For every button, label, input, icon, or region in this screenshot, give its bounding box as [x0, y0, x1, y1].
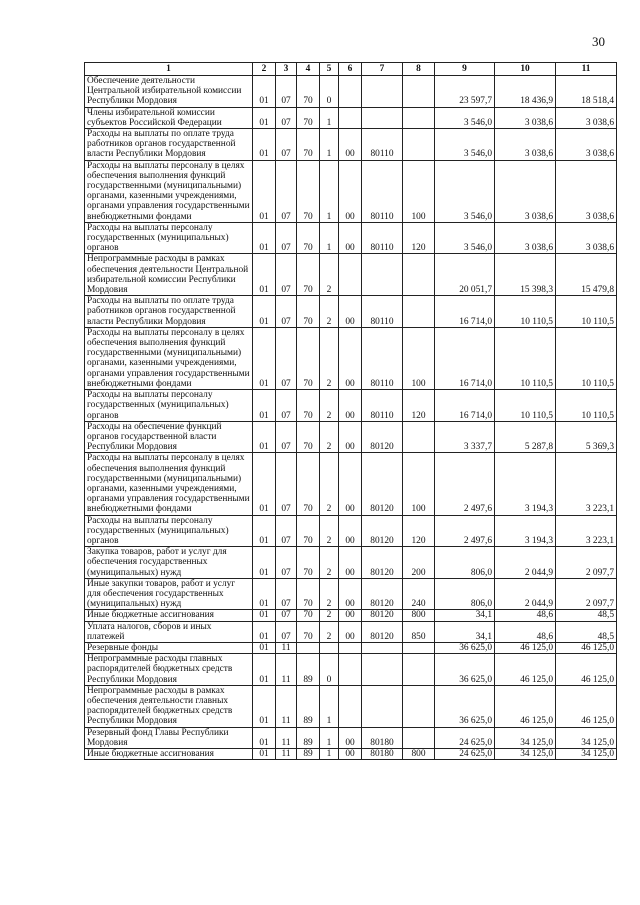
- activity-code: 00: [339, 327, 362, 389]
- program-code: 70: [297, 547, 320, 579]
- amount-col-10: 46 125,0: [495, 654, 556, 686]
- expense-type-code: [403, 254, 435, 296]
- amount-col-9: 36 625,0: [435, 642, 495, 653]
- row-name: Расходы на выплаты по оплате труда работников органов государственной власти Республики Мордовия: [85, 129, 253, 161]
- expense-type-code: 100: [403, 453, 435, 515]
- subsection-code: 11: [276, 727, 297, 748]
- activity-code: [339, 76, 362, 108]
- amount-col-9: 16 714,0: [435, 296, 495, 328]
- subsection-code: 07: [276, 621, 297, 642]
- subsection-code: 07: [276, 222, 297, 254]
- table-body: [85, 76, 617, 760]
- table-row: [85, 642, 617, 653]
- section-code: 01: [253, 515, 276, 547]
- subsection-code: 11: [276, 749, 297, 760]
- subsection-code: 07: [276, 421, 297, 453]
- column-header-8: 8: [403, 63, 435, 76]
- subprogram-code: 1: [320, 727, 339, 748]
- subprogram-code: 1: [320, 685, 339, 727]
- amount-col-11: 48,5: [556, 621, 617, 642]
- expense-type-code: 850: [403, 621, 435, 642]
- amount-col-10: 10 110,5: [495, 390, 556, 422]
- amount-col-11: 2 097,7: [556, 578, 617, 610]
- amount-col-10: 3 194,3: [495, 515, 556, 547]
- section-code: 01: [253, 642, 276, 653]
- activity-code: [339, 642, 362, 653]
- amount-col-9: 24 625,0: [435, 749, 495, 760]
- subsection-code: 07: [276, 76, 297, 108]
- row-name: Резервный фонд Главы Республики Мордовия: [85, 727, 253, 748]
- direction-code: 80110: [362, 160, 403, 222]
- amount-col-11: 3 038,6: [556, 222, 617, 254]
- column-header-2: 2: [253, 63, 276, 76]
- expense-type-code: 200: [403, 547, 435, 579]
- amount-col-11: 2 097,7: [556, 547, 617, 579]
- activity-code: 00: [339, 390, 362, 422]
- section-code: 01: [253, 254, 276, 296]
- subsection-code: 07: [276, 254, 297, 296]
- amount-col-9: 806,0: [435, 578, 495, 610]
- direction-code: [362, 254, 403, 296]
- program-code: 70: [297, 621, 320, 642]
- table-row: [85, 390, 617, 422]
- amount-col-9: 3 546,0: [435, 129, 495, 161]
- expense-type-code: [403, 421, 435, 453]
- expense-type-code: 120: [403, 515, 435, 547]
- subprogram-code: 1: [320, 129, 339, 161]
- section-code: 01: [253, 654, 276, 686]
- table-row: [85, 421, 617, 453]
- program-code: 70: [297, 76, 320, 108]
- amount-col-11: 10 110,5: [556, 390, 617, 422]
- direction-code: 80120: [362, 621, 403, 642]
- amount-col-10: 48,6: [495, 621, 556, 642]
- direction-code: [362, 76, 403, 108]
- activity-code: 00: [339, 621, 362, 642]
- amount-col-9: 16 714,0: [435, 390, 495, 422]
- section-code: 01: [253, 421, 276, 453]
- table-row: [85, 621, 617, 642]
- row-name: Расходы на выплаты персоналу государственных (муниципальных) органов: [85, 222, 253, 254]
- row-name: Закупка товаров, работ и услуг для обеспечения государственных (муниципальных) нужд: [85, 547, 253, 579]
- column-header-11: 11: [556, 63, 617, 76]
- amount-col-11: 46 125,0: [556, 654, 617, 686]
- row-name: Расходы на выплаты персоналу в целях обеспечения выполнения функций государственными (муниципальными) органами, казенными учреждениями, органами управления государственными внебюджетными фондами: [85, 160, 253, 222]
- program-code: 70: [297, 296, 320, 328]
- amount-col-9: 16 714,0: [435, 327, 495, 389]
- subprogram-code: 1: [320, 107, 339, 128]
- row-name: Непрограммные расходы главных распорядителей бюджетных средств Республики Мордовия: [85, 654, 253, 686]
- activity-code: 00: [339, 727, 362, 748]
- activity-code: 00: [339, 296, 362, 328]
- subsection-code: 11: [276, 685, 297, 727]
- amount-col-9: 34,1: [435, 621, 495, 642]
- amount-col-11: 3 223,1: [556, 515, 617, 547]
- row-name: Иные закупки товаров, работ и услуг для обеспечения государственных (муниципальных) нужд: [85, 578, 253, 610]
- activity-code: 00: [339, 453, 362, 515]
- amount-col-11: 46 125,0: [556, 685, 617, 727]
- program-code: 70: [297, 254, 320, 296]
- subsection-code: 07: [276, 327, 297, 389]
- amount-col-9: 23 597,7: [435, 76, 495, 108]
- expense-type-code: [403, 654, 435, 686]
- expense-type-code: [403, 129, 435, 161]
- amount-col-10: 10 110,5: [495, 327, 556, 389]
- subprogram-code: 2: [320, 327, 339, 389]
- program-code: 70: [297, 107, 320, 128]
- section-code: 01: [253, 222, 276, 254]
- expense-type-code: [403, 107, 435, 128]
- amount-col-10: 10 110,5: [495, 296, 556, 328]
- amount-col-11: 3 038,6: [556, 160, 617, 222]
- program-code: 70: [297, 610, 320, 621]
- amount-col-11: 3 223,1: [556, 453, 617, 515]
- subprogram-code: 2: [320, 621, 339, 642]
- row-name: Расходы на выплаты персоналу государственных (муниципальных) органов: [85, 390, 253, 422]
- direction-code: 80180: [362, 727, 403, 748]
- subprogram-code: 1: [320, 222, 339, 254]
- direction-code: [362, 642, 403, 653]
- program-code: 89: [297, 654, 320, 686]
- subprogram-code: 2: [320, 547, 339, 579]
- direction-code: [362, 685, 403, 727]
- row-name: Расходы на обеспечение функций органов государственной власти Республики Мордовия: [85, 421, 253, 453]
- table-row: [85, 685, 617, 727]
- amount-col-9: 3 337,7: [435, 421, 495, 453]
- direction-code: 80110: [362, 296, 403, 328]
- expense-type-code: 120: [403, 222, 435, 254]
- subprogram-code: 2: [320, 296, 339, 328]
- table-row: [85, 749, 617, 760]
- amount-col-9: 36 625,0: [435, 654, 495, 686]
- program-code: 89: [297, 727, 320, 748]
- amount-col-11: 10 110,5: [556, 296, 617, 328]
- subprogram-code: 1: [320, 160, 339, 222]
- direction-code: 80110: [362, 327, 403, 389]
- expense-type-code: 240: [403, 578, 435, 610]
- column-header-4: 4: [297, 63, 320, 76]
- activity-code: 00: [339, 547, 362, 579]
- direction-code: 80120: [362, 610, 403, 621]
- subprogram-code: 2: [320, 453, 339, 515]
- amount-col-10: 46 125,0: [495, 685, 556, 727]
- column-header-10: 10: [495, 63, 556, 76]
- row-name: Расходы на выплаты персоналу в целях обеспечения выполнения функций государственными (муниципальными) органами, казенными учреждениями, органами управления государственными внебюджетными фондами: [85, 327, 253, 389]
- direction-code: 80120: [362, 547, 403, 579]
- amount-col-10: 5 287,8: [495, 421, 556, 453]
- amount-col-11: 34 125,0: [556, 727, 617, 748]
- activity-code: [339, 107, 362, 128]
- amount-col-10: 2 044,9: [495, 547, 556, 579]
- table-row: [85, 296, 617, 328]
- section-code: 01: [253, 107, 276, 128]
- expense-type-code: [403, 642, 435, 653]
- amount-col-10: 2 044,9: [495, 578, 556, 610]
- amount-col-9: 806,0: [435, 547, 495, 579]
- amount-col-11: 18 518,4: [556, 76, 617, 108]
- row-name: Уплата налогов, сборов и иных платежей: [85, 621, 253, 642]
- direction-code: 80120: [362, 578, 403, 610]
- row-name: Иные бюджетные ассигнования: [85, 610, 253, 621]
- column-header-6: 6: [339, 63, 362, 76]
- program-code: 70: [297, 453, 320, 515]
- amount-col-10: 34 125,0: [495, 727, 556, 748]
- amount-col-11: 3 038,6: [556, 107, 617, 128]
- section-code: 01: [253, 685, 276, 727]
- row-name: Непрограммные расходы в рамках обеспечения деятельности Центральной избирательной комиссии Республики Мордовия: [85, 254, 253, 296]
- activity-code: 00: [339, 129, 362, 161]
- amount-col-10: 3 038,6: [495, 222, 556, 254]
- activity-code: 00: [339, 222, 362, 254]
- section-code: 01: [253, 390, 276, 422]
- table-row: [85, 160, 617, 222]
- table-row: [85, 727, 617, 748]
- row-name: Члены избирательной комиссии субъектов Российской Федерации: [85, 107, 253, 128]
- table-row: [85, 610, 617, 621]
- expense-type-code: 120: [403, 390, 435, 422]
- row-name: Непрограммные расходы в рамках обеспечения деятельности главных распорядителей бюджетных средств Республики Мордовия: [85, 685, 253, 727]
- row-name: Расходы на выплаты персоналу государственных (муниципальных) органов: [85, 515, 253, 547]
- amount-col-9: 3 546,0: [435, 107, 495, 128]
- section-code: 01: [253, 160, 276, 222]
- table-row: [85, 654, 617, 686]
- subprogram-code: 2: [320, 515, 339, 547]
- table-row: [85, 327, 617, 389]
- subsection-code: 07: [276, 390, 297, 422]
- subprogram-code: 2: [320, 421, 339, 453]
- program-code: 70: [297, 515, 320, 547]
- activity-code: [339, 254, 362, 296]
- amount-col-11: 15 479,8: [556, 254, 617, 296]
- expense-type-code: [403, 76, 435, 108]
- table-header-row: [85, 63, 617, 76]
- section-code: 01: [253, 453, 276, 515]
- section-code: 01: [253, 578, 276, 610]
- column-header-7: 7: [362, 63, 403, 76]
- activity-code: 00: [339, 578, 362, 610]
- section-code: 01: [253, 610, 276, 621]
- activity-code: 00: [339, 610, 362, 621]
- subprogram-code: 2: [320, 578, 339, 610]
- direction-code: 80120: [362, 453, 403, 515]
- subsection-code: 07: [276, 515, 297, 547]
- subsection-code: 11: [276, 642, 297, 653]
- amount-col-9: 20 051,7: [435, 254, 495, 296]
- expense-type-code: [403, 296, 435, 328]
- expense-type-code: [403, 685, 435, 727]
- activity-code: 00: [339, 749, 362, 760]
- amount-col-11: 34 125,0: [556, 749, 617, 760]
- subsection-code: 07: [276, 107, 297, 128]
- direction-code: 80120: [362, 515, 403, 547]
- amount-col-10: 3 038,6: [495, 160, 556, 222]
- table-row: [85, 222, 617, 254]
- program-code: 70: [297, 421, 320, 453]
- table-row: [85, 107, 617, 128]
- budget-table: [84, 62, 617, 760]
- activity-code: 00: [339, 515, 362, 547]
- subprogram-code: 0: [320, 654, 339, 686]
- row-name: Расходы на выплаты персоналу в целях обеспечения выполнения функций государственными (муниципальными) органами, казенными учреждениями, органами управления государственными внебюджетными фондами: [85, 453, 253, 515]
- amount-col-9: 2 497,6: [435, 453, 495, 515]
- activity-code: 00: [339, 160, 362, 222]
- section-code: 01: [253, 129, 276, 161]
- table-row: [85, 453, 617, 515]
- amount-col-9: 2 497,6: [435, 515, 495, 547]
- subprogram-code: 1: [320, 749, 339, 760]
- amount-col-10: 46 125,0: [495, 642, 556, 653]
- subsection-code: 07: [276, 160, 297, 222]
- direction-code: 80180: [362, 749, 403, 760]
- expense-type-code: 100: [403, 327, 435, 389]
- subsection-code: 07: [276, 129, 297, 161]
- direction-code: [362, 107, 403, 128]
- amount-col-10: 18 436,9: [495, 76, 556, 108]
- row-name: Резервные фонды: [85, 642, 253, 653]
- subprogram-code: 2: [320, 610, 339, 621]
- program-code: 70: [297, 390, 320, 422]
- amount-col-9: 24 625,0: [435, 727, 495, 748]
- page-number: 30: [592, 34, 605, 49]
- column-header-1: 1: [85, 63, 253, 76]
- amount-col-9: 3 546,0: [435, 222, 495, 254]
- subsection-code: 11: [276, 654, 297, 686]
- activity-code: [339, 685, 362, 727]
- subsection-code: 07: [276, 610, 297, 621]
- amount-col-11: 46 125,0: [556, 642, 617, 653]
- row-name: Обеспечение деятельности Центральной избирательной комиссии Республики Мордовия: [85, 76, 253, 108]
- amount-col-10: 3 194,3: [495, 453, 556, 515]
- table-row: [85, 578, 617, 610]
- table-row: [85, 254, 617, 296]
- section-code: 01: [253, 547, 276, 579]
- amount-col-9: 34,1: [435, 610, 495, 621]
- column-header-9: 9: [435, 63, 495, 76]
- direction-code: 80120: [362, 421, 403, 453]
- amount-col-10: 15 398,3: [495, 254, 556, 296]
- amount-col-11: 5 369,3: [556, 421, 617, 453]
- subprogram-code: 2: [320, 254, 339, 296]
- subsection-code: 07: [276, 453, 297, 515]
- subprogram-code: 2: [320, 390, 339, 422]
- amount-col-11: 10 110,5: [556, 327, 617, 389]
- activity-code: 00: [339, 421, 362, 453]
- amount-col-10: 48,6: [495, 610, 556, 621]
- amount-col-10: 34 125,0: [495, 749, 556, 760]
- column-header-3: 3: [276, 63, 297, 76]
- table-row: [85, 129, 617, 161]
- amount-col-11: 48,5: [556, 610, 617, 621]
- direction-code: [362, 654, 403, 686]
- table-row: [85, 76, 617, 108]
- direction-code: 80110: [362, 222, 403, 254]
- expense-type-code: 100: [403, 160, 435, 222]
- expense-type-code: 800: [403, 749, 435, 760]
- subsection-code: 07: [276, 547, 297, 579]
- program-code: 89: [297, 749, 320, 760]
- section-code: 01: [253, 621, 276, 642]
- activity-code: [339, 654, 362, 686]
- table-row: [85, 515, 617, 547]
- row-name: Расходы на выплаты по оплате труда работников органов государственной власти Республики Мордовия: [85, 296, 253, 328]
- expense-type-code: 800: [403, 610, 435, 621]
- program-code: 70: [297, 327, 320, 389]
- section-code: 01: [253, 749, 276, 760]
- subprogram-code: 0: [320, 76, 339, 108]
- section-code: 01: [253, 327, 276, 389]
- program-code: 70: [297, 578, 320, 610]
- expense-type-code: [403, 727, 435, 748]
- section-code: 01: [253, 76, 276, 108]
- row-name: Иные бюджетные ассигнования: [85, 749, 253, 760]
- subsection-code: 07: [276, 296, 297, 328]
- amount-col-10: 3 038,6: [495, 107, 556, 128]
- section-code: 01: [253, 296, 276, 328]
- program-code: 70: [297, 129, 320, 161]
- column-header-5: 5: [320, 63, 339, 76]
- subsection-code: 07: [276, 578, 297, 610]
- amount-col-11: 3 038,6: [556, 129, 617, 161]
- section-code: 01: [253, 727, 276, 748]
- amount-col-9: 36 625,0: [435, 685, 495, 727]
- program-code: [297, 642, 320, 653]
- amount-col-10: 3 038,6: [495, 129, 556, 161]
- direction-code: 80110: [362, 390, 403, 422]
- amount-col-9: 3 546,0: [435, 160, 495, 222]
- direction-code: 80110: [362, 129, 403, 161]
- program-code: 70: [297, 222, 320, 254]
- subprogram-code: [320, 642, 339, 653]
- table-row: [85, 547, 617, 579]
- program-code: 70: [297, 160, 320, 222]
- program-code: 89: [297, 685, 320, 727]
